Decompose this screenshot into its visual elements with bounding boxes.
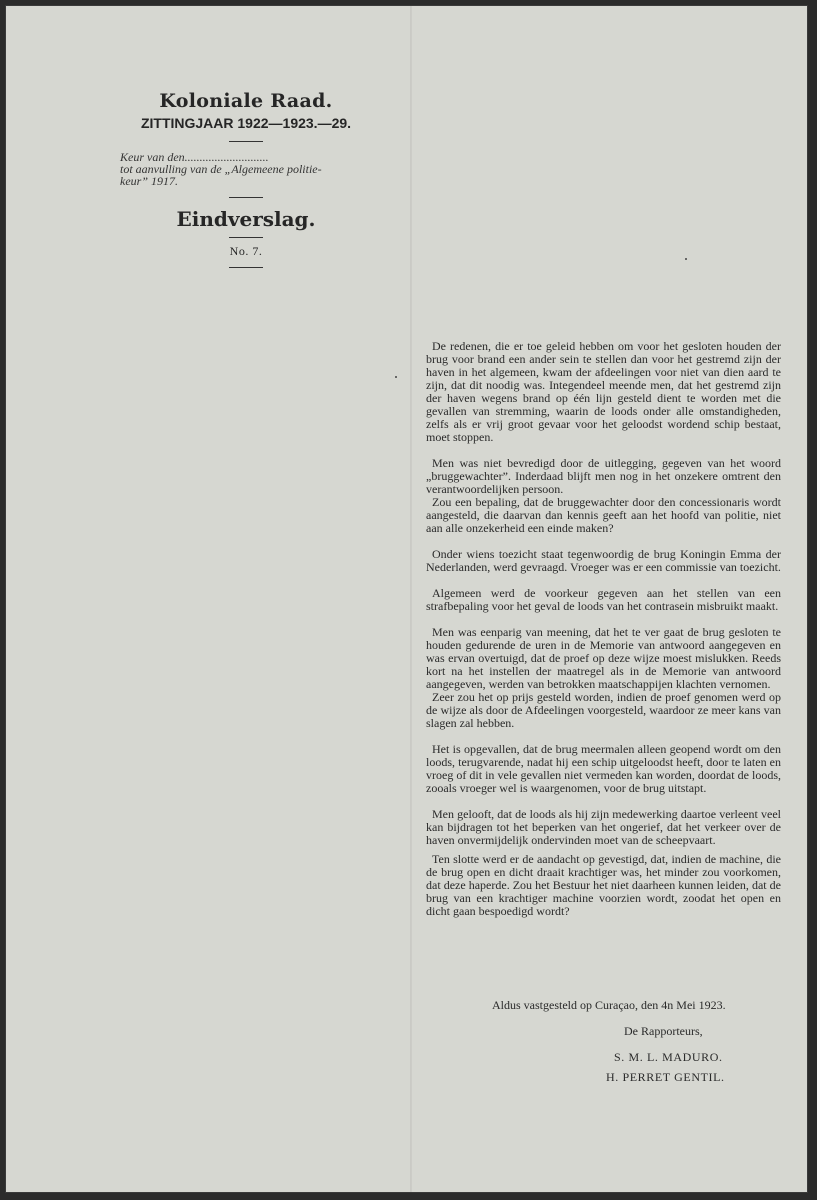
report-title: Eindverslag. bbox=[176, 207, 316, 231]
session-year: ZITTINGJAAR 1922—1923.—29. bbox=[140, 115, 352, 131]
divider-rule bbox=[229, 141, 263, 142]
signatory-maduro: S. M. L. MADURO. bbox=[614, 1050, 723, 1064]
paragraph: De redenen, die er toe geleid hebben om voor het gesloten houden der brug voor brand een ander sein te stellen dan voor het gestremd zijn der haven in het algemeen, kwam der afdeelingen voor niet van dien aard te zijn, dat dit noodig was. Integendeel meende men, dat het gestremd zijn der haven wegens brand op één lijn gesteld dient te worden met die gevallen van stremming, waarin de loods onder alle omstandigheden, zelfs als er vrij groot gevaar voor het geloodst wordend schip bestaat, moet stoppen. bbox=[426, 339, 781, 444]
ordinance-line-2: tot aanvulling van de „Algemeene politie- bbox=[120, 162, 322, 176]
paper-speck bbox=[395, 376, 397, 378]
divider-rule bbox=[229, 267, 263, 268]
paper-speck bbox=[685, 258, 687, 260]
paragraph: Algemeen werd de voorkeur gegeven aan het stellen van een strafbepaling voor het geval de loods van het contrasein misbruikt maakt. bbox=[426, 586, 781, 613]
report-body bbox=[426, 340, 781, 931]
paragraph: Zou een bepaling, dat de bruggewachter door den concessionaris wordt aangesteld, die daarvan dan kennis geeft aan het hoofd van politie, niet aan alle onzekerheid een einde maken? bbox=[426, 495, 781, 535]
paragraph: Men was eenparig van meening, dat het te ver gaat de brug gesloten te houden gedurende de uren in de Memorie van antwoord aangegeven en was ervan overtuigd, dat de proef op deze wijze moest mislukken. Reeds kort na het instellen der maatregel als in de Memorie van antwoord aangegeven, werden van betrokken maatschappijen klachten vernomen. bbox=[426, 625, 781, 691]
divider-rule bbox=[229, 197, 263, 198]
report-number: No. 7. bbox=[229, 244, 263, 258]
signatory-perret-gentil: H. PERRET GENTIL. bbox=[606, 1070, 725, 1084]
paragraph: Ten slotte werd er de aandacht op gevestigd, dat, indien de machine, die de brug open en dicht draait krachtiger was, het minder zou voorkomen, dat deze haperde. Zou het Bestuur het niet daarheen kunnen leiden, dat de brug van een krachtiger machine voorzien wordt, zoodat het open en dicht gaan bespoedigd wordt? bbox=[426, 852, 781, 918]
paragraph: Onder wiens toezicht staat tegenwoordig de brug Koningin Emma der Nederlanden, werd gevraagd. Vroeger was er een commissie van toezicht. bbox=[426, 547, 781, 574]
paragraph: Men gelooft, dat de loods als hij zijn medewerking daartoe verleent veel kan bijdragen tot het beperken van het ongerief, dat het verkeer over de haven onvermijdelijk ondervinden moet van de scheepvaart. bbox=[426, 807, 781, 847]
paragraph: Men was niet bevredigd door de uitlegging, gegeven van het woord „bruggewachter”. Inderdaad blijft men nog in het onzekere omtrent den verantwoordelijken persoon. bbox=[426, 456, 781, 496]
paragraph: Zeer zou het op prijs gesteld worden, indien de proef genomen werd op de wijze als door de Afdeelingen voorgesteld, waardoor ze meer kans van slagen zal hebben. bbox=[426, 690, 781, 730]
page-fold bbox=[410, 6, 412, 1192]
document-header bbox=[106, 90, 386, 277]
paragraph: Het is opgevallen, dat de brug meermalen alleen geopend wordt om den loods, terugvarende, nadat hij een schip uitgeloodst heeft, door te laten en vroeg of dit in vele gevallen niet vermeden kan worden, doordat de loods, zooals vroeger wel is waargenomen, voor de brug uitstapt. bbox=[426, 742, 781, 795]
place-date: Aldus vastgesteld op Curaçao, den 4n Mei 1923. bbox=[492, 998, 726, 1012]
ordinance-line-1: Keur van den............................ bbox=[120, 150, 269, 164]
document-page bbox=[6, 6, 807, 1192]
divider-rule bbox=[229, 237, 263, 238]
rapporteurs-label: De Rapporteurs, bbox=[624, 1024, 703, 1038]
council-title: Koloniale Raad. bbox=[159, 90, 333, 112]
ordinance-subject bbox=[120, 151, 386, 187]
ordinance-line-3: keur” 1917. bbox=[120, 174, 178, 188]
